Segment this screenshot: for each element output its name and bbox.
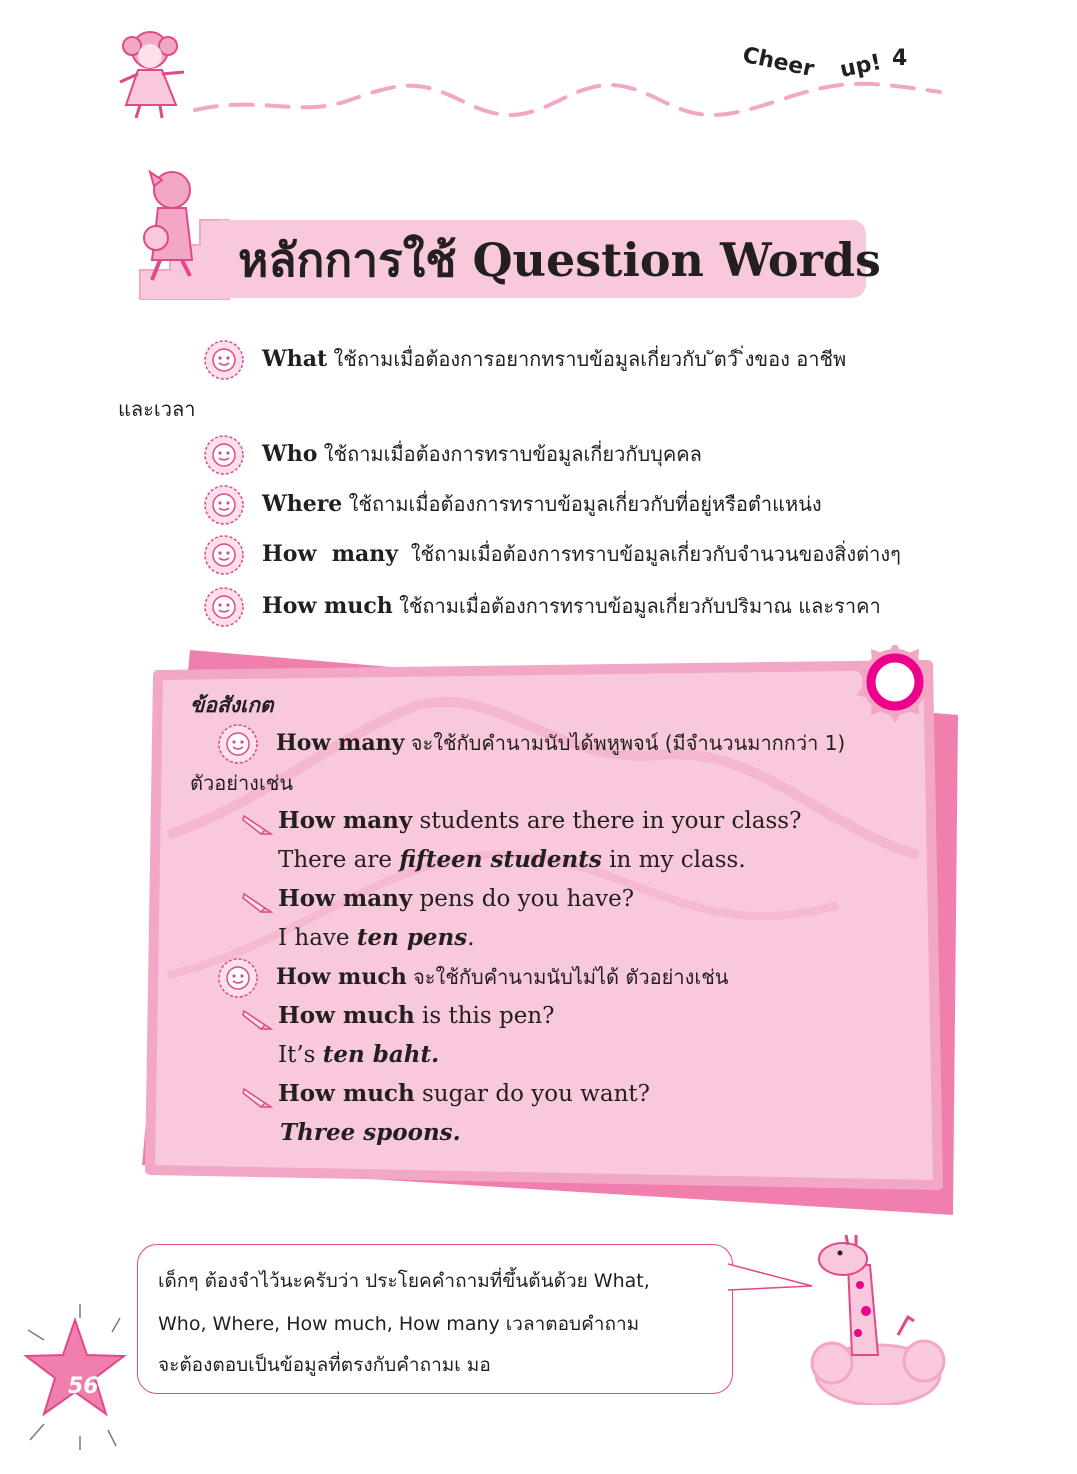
bullet-how-much [262, 591, 881, 622]
ex2-rest: pens do you have? [412, 886, 635, 912]
example-answer-3 [278, 1040, 439, 1070]
term-where: Where [262, 491, 343, 517]
flower-bullet-icon [202, 483, 246, 527]
series-word-1: Cheer [740, 42, 817, 83]
giraffe-illustration [728, 1225, 988, 1405]
term-who: Who [262, 441, 318, 467]
ex4-a-em: Three spoons. [280, 1119, 461, 1146]
bubble-line-3: จะต้องตอบเป็นข้อมูลที่ตรงกับคำถามเ มอ [158, 1354, 491, 1376]
example-question-1 [278, 806, 801, 836]
flower-bullet-icon [216, 722, 260, 766]
ex2-a-em: ten pens [356, 924, 468, 951]
ex4-rest: sugar do you want? [414, 1081, 650, 1107]
flower-bullet-icon [216, 956, 260, 1000]
example-answer-1 [278, 845, 746, 875]
ex2-term: How many [278, 885, 413, 912]
note-desc-how-much: จะใช้กับคำนามนับไม่ได้ ตัวอย่างเช่น [406, 965, 729, 989]
desc-where: ใช้ถามเมื่อต้องการทราบข้อมูลเกี่ยวกับที่อยู่หรือตำแหน่ง [342, 492, 822, 516]
ex3-a-pre: It’s [278, 1042, 323, 1068]
term-how-much: How much [262, 593, 393, 619]
page-title: หลักการใช้ Question Words [238, 233, 881, 287]
pencil-icon [241, 1007, 273, 1031]
ex1-rest: students are there in your class? [412, 808, 802, 834]
term-what: What [262, 346, 328, 372]
ex2-a-pre: I have [278, 925, 357, 951]
flower-bullet-icon [202, 585, 246, 629]
ex1-term: How many [278, 807, 413, 834]
bubble-line-1: เด็กๆ ต้องจำไว้นะครับว่า ประโยคคำถามที่ขึ้นต้นด้วย What, [158, 1270, 650, 1292]
note-heading: ข้อสังเกต [190, 693, 274, 717]
desc-how-many: ใช้ถามเมื่อต้องการทราบข้อมูลเกี่ยวกับจำนวนของสิ่งต่างๆ [398, 542, 901, 566]
example-question-4 [278, 1079, 650, 1109]
pencil-icon [241, 1085, 273, 1109]
ex1-a-em: fifteen students [399, 846, 602, 873]
pencil-icon [241, 890, 273, 914]
desc-how-much: ใช้ถามเมื่อต้องการทราบข้อมูลเกี่ยวกับปริมาณ และราคา [392, 594, 881, 618]
series-number: 4 [892, 46, 908, 71]
bullet-where [262, 489, 822, 520]
note-example-label: ตัวอย่างเช่น [190, 771, 294, 795]
ex3-rest: is this pen? [414, 1003, 555, 1029]
series-word-2: up! [837, 49, 884, 84]
note-how-much [276, 962, 728, 993]
bullet-what-continued: และเวลา [118, 397, 196, 421]
girl-illustration [120, 32, 184, 118]
example-answer-2 [278, 923, 475, 953]
flower-bullet-icon [202, 433, 246, 477]
bullet-who [262, 439, 702, 470]
flower-bullet-icon [202, 338, 246, 382]
ex1-a-pre: There are [278, 847, 400, 873]
bubble-line-2: Who, Where, How much, How many เวลาตอบคำถาม [158, 1313, 640, 1335]
flower-bullet-icon [202, 533, 246, 577]
bullet-what [262, 344, 846, 375]
pencil-icon [241, 812, 273, 836]
bullet-how-many [262, 539, 901, 570]
note-term-how-much: How much [276, 964, 407, 990]
ex1-a-post: in my class. [601, 847, 746, 873]
example-question-3 [278, 1001, 554, 1031]
desc-what: ใช้ถามเมื่อต้องการอยากทราบข้อมูลเกี่ยวกับ ัตว์ ิ่งของ อาชีพ [327, 347, 847, 371]
ex4-term: How much [278, 1080, 415, 1107]
term-how-many: How many [262, 541, 399, 567]
example-answer-4 [280, 1118, 461, 1148]
ex3-term: How much [278, 1002, 415, 1029]
note-term-how-many: How many [276, 730, 405, 756]
example-question-2 [278, 884, 634, 914]
ex3-a-em: ten baht. [322, 1041, 440, 1068]
series-tag [742, 44, 942, 94]
ex2-a-post: . [467, 925, 475, 951]
page-number: 56 [68, 1374, 99, 1399]
desc-who: ใช้ถามเมื่อต้องการทราบข้อมูลเกี่ยวกับบุคคล [317, 442, 702, 466]
note-desc-how-many: จะใช้กับคำนามนับได้พหูพจน์ (มีจำนวนมากกว่า 1) [404, 731, 846, 755]
note-how-many [276, 728, 845, 759]
